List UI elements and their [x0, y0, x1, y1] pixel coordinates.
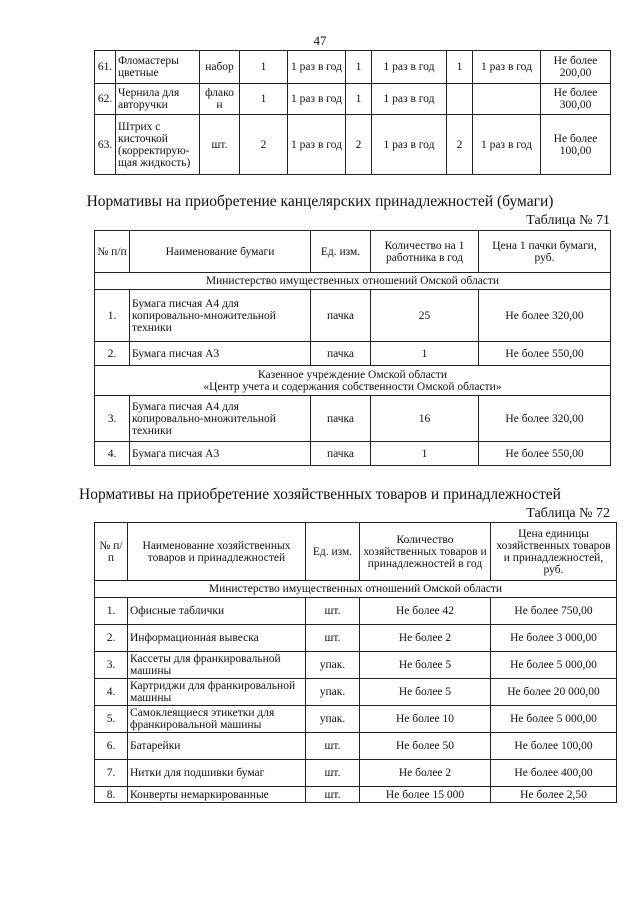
quantity: Не более 10: [360, 706, 491, 733]
unit: шт.: [306, 598, 360, 625]
unit: набор: [200, 51, 240, 84]
table-row: [95, 396, 611, 442]
table72-heading: Нормативы на приобретение хозяйственных товаров и принадлежностей: [79, 486, 561, 503]
row-number: 6.: [95, 733, 128, 760]
row-number: 4.: [95, 442, 130, 466]
paper-table: [94, 230, 611, 466]
period: 1 раз в год: [473, 115, 541, 175]
item-name: Фломастеры цветные: [116, 51, 200, 84]
period: [473, 84, 541, 115]
unit: пачка: [311, 442, 371, 466]
quantity: 16: [371, 396, 479, 442]
row-number: 62.: [95, 84, 116, 115]
item-name: Конверты немаркированные: [128, 787, 306, 803]
table-row: [95, 598, 617, 625]
unit: упак.: [306, 652, 360, 679]
quantity: Не более 50: [360, 733, 491, 760]
household-table: [94, 522, 617, 803]
price: Не более 550,00: [479, 342, 611, 366]
price: Не более 3 000,00: [491, 625, 617, 652]
item-name: Информационная вывеска: [128, 625, 306, 652]
header-price: Цена 1 пачки бумаги, руб.: [479, 231, 611, 273]
quantity: 1: [240, 51, 288, 84]
price: Не более 320,00: [479, 290, 611, 342]
quantity: Не более 2: [360, 760, 491, 787]
price: Не более 300,00: [541, 84, 611, 115]
quantity: Не более 5: [360, 679, 491, 706]
section-row: [95, 366, 611, 396]
row-number: 4.: [95, 679, 128, 706]
section-title: [95, 366, 611, 396]
quantity: Не более 2: [360, 625, 491, 652]
row-number: 63.: [95, 115, 116, 175]
section-row: [95, 581, 617, 598]
section-title: Министерство имущественных отношений Омской области: [95, 581, 617, 598]
unit: шт.: [306, 733, 360, 760]
item-name: Кассеты для франкировальной машины: [128, 652, 306, 679]
header-number: № п/п: [95, 523, 128, 581]
unit: шт.: [306, 760, 360, 787]
quantity: Не более 42: [360, 598, 491, 625]
unit: пачка: [311, 342, 371, 366]
price: Не более 5 000,00: [491, 652, 617, 679]
quantity: Не более 15 000: [360, 787, 491, 803]
header-name: Наименование хозяйственных товаров и принадлежностей: [128, 523, 306, 581]
period: 1 раз в год: [288, 84, 346, 115]
quantity: Не более 5: [360, 652, 491, 679]
header-unit: Ед. изм.: [311, 231, 371, 273]
period: 1 раз в год: [372, 51, 447, 84]
row-number: 8.: [95, 787, 128, 803]
item-name: Батарейки: [128, 733, 306, 760]
table-row: [95, 51, 611, 84]
unit: упак.: [306, 706, 360, 733]
table-row: [95, 84, 611, 115]
item-name: Чернила для авторучки: [116, 84, 200, 115]
quantity: 1: [371, 442, 479, 466]
paper-name: Бумага писчая А3: [130, 442, 311, 466]
table-row: [95, 442, 611, 466]
section-title-line2: «Центр учета и содержания собственности Омской области»: [203, 380, 502, 393]
table-row: [95, 652, 617, 679]
section-title: Министерство имущественных отношений Омской области: [95, 273, 611, 290]
row-number: 3.: [95, 396, 130, 442]
row-number: 2.: [95, 342, 130, 366]
row-number: 3.: [95, 652, 128, 679]
price: Не более 750,00: [491, 598, 617, 625]
table-row: [95, 706, 617, 733]
period: 1 раз в год: [372, 84, 447, 115]
price: Не более 2,50: [491, 787, 617, 803]
table-row: [95, 625, 617, 652]
period: 1 раз в год: [288, 115, 346, 175]
quantity: 1: [346, 84, 372, 115]
header-price: Цена единицы хозяйственных товаров и принадлежностей, руб.: [491, 523, 617, 581]
row-number: 7.: [95, 760, 128, 787]
header-number: № п/п: [95, 231, 130, 273]
price: Не более 20 000,00: [491, 679, 617, 706]
paper-name: Бумага писчая А4 для копировально-множительной техники: [130, 396, 311, 442]
header-unit: Ед. изм.: [306, 523, 360, 581]
row-number: 1.: [95, 290, 130, 342]
quantity: 1: [447, 51, 473, 84]
period: 1 раз в год: [473, 51, 541, 84]
table71-label: Таблица № 71: [526, 213, 610, 228]
paper-name: Бумага писчая А3: [130, 342, 311, 366]
table-row: [95, 787, 617, 803]
quantity: 25: [371, 290, 479, 342]
item-name: Штрих с кисточкой (корректирую-щая жидкость): [116, 115, 200, 175]
price: Не более 100,00: [491, 733, 617, 760]
unit: пачка: [311, 396, 371, 442]
row-number: 1.: [95, 598, 128, 625]
quantity: 2: [447, 115, 473, 175]
price: Не более 400,00: [491, 760, 617, 787]
period: 1 раз в год: [288, 51, 346, 84]
table-row: [95, 760, 617, 787]
paper-name: Бумага писчая А4 для копировально-множительной техники: [130, 290, 311, 342]
price: Не более 320,00: [479, 396, 611, 442]
price: Не более 100,00: [541, 115, 611, 175]
section-title-line1: Казенное учреждение Омской области: [258, 368, 447, 381]
item-name: Самоклеящиеся этикетки для франкировальной машины: [128, 706, 306, 733]
quantity: 1: [371, 342, 479, 366]
item-name: Картриджи для франкировальной машины: [128, 679, 306, 706]
price: Не более 5 000,00: [491, 706, 617, 733]
unit: флако н: [200, 84, 240, 115]
quantity: 1: [346, 51, 372, 84]
quantity: 2: [240, 115, 288, 175]
period: 1 раз в год: [372, 115, 447, 175]
table-row: [95, 342, 611, 366]
table-row: [95, 290, 611, 342]
price: Не более 550,00: [479, 442, 611, 466]
row-number: 5.: [95, 706, 128, 733]
unit: шт.: [306, 787, 360, 803]
price: Не более 200,00: [541, 51, 611, 84]
unit: шт.: [200, 115, 240, 175]
section-row: [95, 273, 611, 290]
header-quantity: Количество хозяйственных товаров и принадлежностей в год: [360, 523, 491, 581]
table72-label: Таблица № 72: [526, 506, 610, 521]
row-number: 61.: [95, 51, 116, 84]
table-row: [95, 733, 617, 760]
header-name: Наименование бумаги: [130, 231, 311, 273]
page-number: 47: [313, 33, 327, 48]
unit: шт.: [306, 625, 360, 652]
unit: пачка: [311, 290, 371, 342]
table-row: [95, 679, 617, 706]
row-number: 2.: [95, 625, 128, 652]
unit: упак.: [306, 679, 360, 706]
quantity: 2: [346, 115, 372, 175]
item-name: Нитки для подшивки бумаг: [128, 760, 306, 787]
supplies-table-continued: [94, 50, 611, 175]
header-quantity: Количество на 1 работника в год: [371, 231, 479, 273]
quantity: 1: [240, 84, 288, 115]
table-header-row: [95, 523, 617, 581]
table-header-row: [95, 231, 611, 273]
table-row: [95, 115, 611, 175]
table71-heading: Нормативы на приобретение канцелярских принадлежностей (бумаги): [86, 193, 554, 210]
item-name: Офисные таблички: [128, 598, 306, 625]
quantity: [447, 84, 473, 115]
